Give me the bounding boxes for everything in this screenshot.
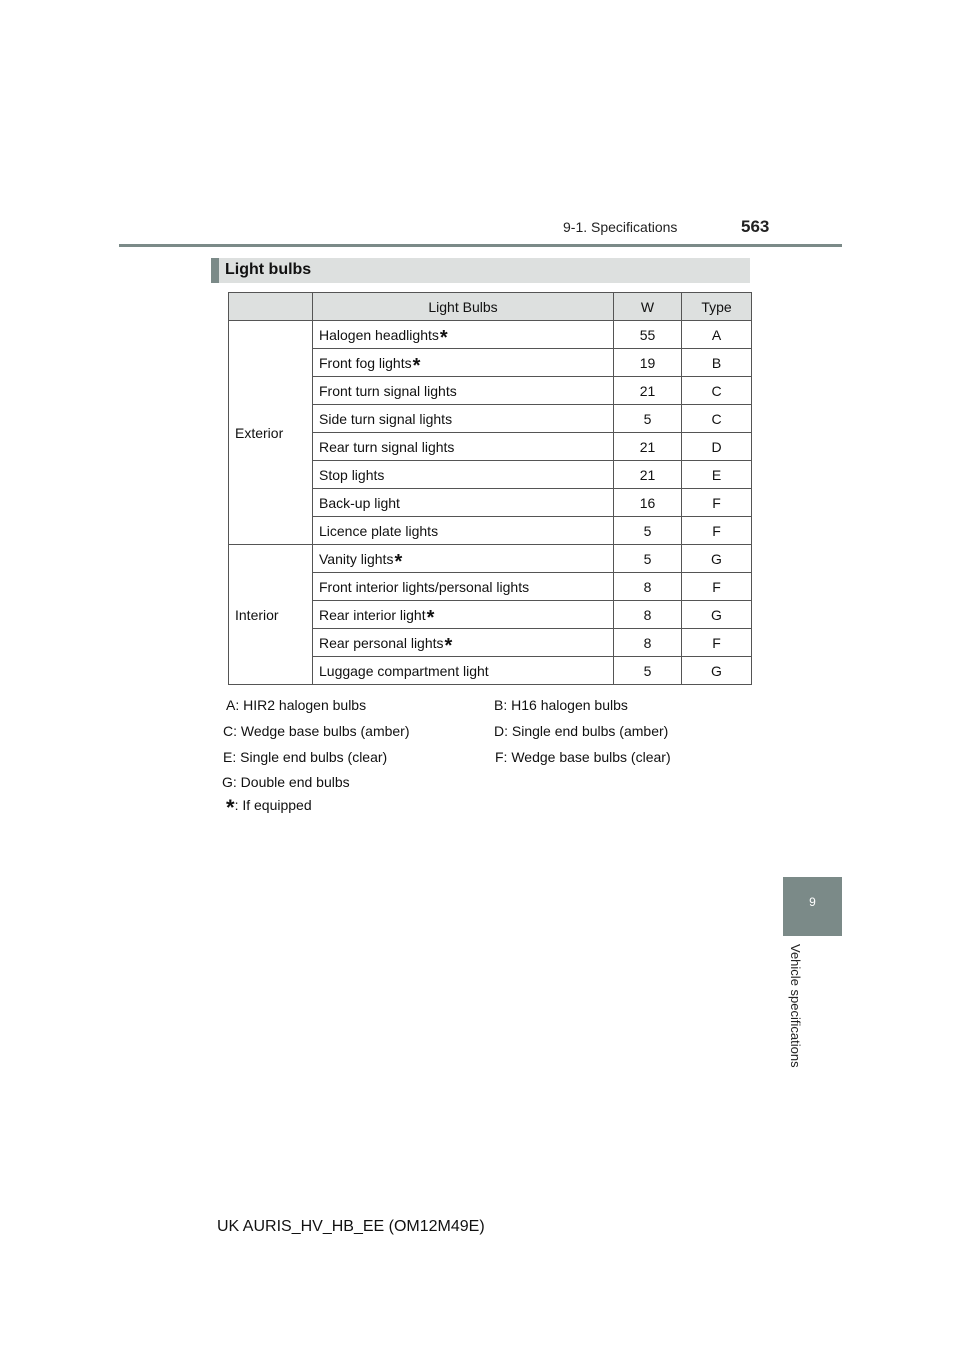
bulb-name-cell bbox=[313, 349, 614, 377]
footnote-text: : If equipped bbox=[234, 797, 312, 813]
group-label: Interior bbox=[229, 545, 313, 685]
heading-title: Light bulbs bbox=[225, 261, 312, 278]
header-empty-cell bbox=[229, 293, 313, 321]
bulb-name-cell bbox=[313, 461, 614, 489]
type-cell: C bbox=[682, 405, 752, 433]
bulb-name: Rear interior light bbox=[319, 606, 426, 623]
wattage-cell: 5 bbox=[614, 657, 682, 685]
asterisk-icon: * bbox=[226, 795, 235, 820]
bulb-name-cell bbox=[313, 545, 614, 573]
asterisk-icon: * bbox=[444, 634, 453, 657]
type-cell: G bbox=[682, 657, 752, 685]
table-header-row bbox=[229, 293, 752, 321]
wattage-cell: 8 bbox=[614, 601, 682, 629]
bulb-name: Front fog lights bbox=[319, 354, 412, 371]
bulb-name-cell bbox=[313, 573, 614, 601]
bulb-name: Licence plate lights bbox=[319, 522, 439, 539]
bulb-name-cell bbox=[313, 601, 614, 629]
type-cell: D bbox=[682, 433, 752, 461]
legend-b: B: H16 halogen bulbs bbox=[494, 697, 628, 713]
type-cell: F bbox=[682, 573, 752, 601]
wattage-cell: 5 bbox=[614, 517, 682, 545]
header-light-bulbs: Light Bulbs bbox=[313, 293, 614, 321]
asterisk-icon: * bbox=[426, 606, 435, 629]
group-label: Exterior bbox=[229, 321, 313, 545]
wattage-cell: 16 bbox=[614, 489, 682, 517]
type-cell: A bbox=[682, 321, 752, 349]
bulb-name: Rear turn signal lights bbox=[319, 438, 455, 455]
type-cell: G bbox=[682, 601, 752, 629]
bulb-name-cell bbox=[313, 377, 614, 405]
wattage-cell: 21 bbox=[614, 461, 682, 489]
table-row bbox=[229, 545, 752, 573]
asterisk-icon: * bbox=[394, 550, 403, 573]
bulb-name-cell bbox=[313, 657, 614, 685]
bulb-name: Front interior lights/personal lights bbox=[319, 578, 530, 595]
bulb-name: Vanity lights bbox=[319, 550, 394, 567]
wattage-cell: 5 bbox=[614, 545, 682, 573]
type-cell: C bbox=[682, 377, 752, 405]
type-cell: E bbox=[682, 461, 752, 489]
bulb-name-cell bbox=[313, 321, 614, 349]
light-bulbs-table bbox=[228, 292, 752, 685]
type-cell: F bbox=[682, 517, 752, 545]
bulb-name: Stop lights bbox=[319, 466, 385, 483]
bulb-name-cell bbox=[313, 517, 614, 545]
header-watt: W bbox=[614, 293, 682, 321]
chapter-tab bbox=[783, 877, 842, 936]
bulb-name: Luggage compartment light bbox=[319, 662, 489, 679]
wattage-cell: 55 bbox=[614, 321, 682, 349]
bulb-name-cell bbox=[313, 405, 614, 433]
heading-bar bbox=[211, 258, 750, 283]
bulb-name: Front turn signal lights bbox=[319, 382, 457, 399]
bulb-name: Halogen headlights bbox=[319, 326, 439, 343]
table-row bbox=[229, 321, 752, 349]
section-title: 9-1. Specifications bbox=[563, 219, 678, 235]
wattage-cell: 5 bbox=[614, 405, 682, 433]
asterisk-icon: * bbox=[412, 354, 421, 377]
wattage-cell: 19 bbox=[614, 349, 682, 377]
footnote bbox=[226, 795, 312, 820]
page-number: 563 bbox=[741, 217, 770, 236]
bulb-name: Rear personal lights bbox=[319, 634, 444, 651]
bulb-name: Side turn signal lights bbox=[319, 410, 453, 427]
asterisk-icon: * bbox=[439, 326, 448, 349]
bulb-name-cell bbox=[313, 629, 614, 657]
bulb-name-cell bbox=[313, 489, 614, 517]
bulb-name-cell bbox=[313, 433, 614, 461]
legend-g: G: Double end bulbs bbox=[222, 774, 350, 790]
document-footer: UK AURIS_HV_HB_EE (OM12M49E) bbox=[217, 1218, 485, 1235]
type-cell: G bbox=[682, 545, 752, 573]
legend-f: F: Wedge base bulbs (clear) bbox=[495, 749, 671, 765]
wattage-cell: 8 bbox=[614, 573, 682, 601]
legend-d: D: Single end bulbs (amber) bbox=[494, 723, 669, 739]
wattage-cell: 8 bbox=[614, 629, 682, 657]
wattage-cell: 21 bbox=[614, 377, 682, 405]
legend-c: C: Wedge base bulbs (amber) bbox=[223, 723, 410, 739]
type-cell: F bbox=[682, 489, 752, 517]
header-rule bbox=[119, 244, 842, 247]
type-cell: F bbox=[682, 629, 752, 657]
legend-a: A: HIR2 halogen bulbs bbox=[226, 697, 367, 713]
wattage-cell: 21 bbox=[614, 433, 682, 461]
legend-e: E: Single end bulbs (clear) bbox=[223, 749, 388, 765]
bulb-name: Back-up light bbox=[319, 494, 400, 511]
header-type: Type bbox=[682, 293, 752, 321]
chapter-label: Vehicle specifications bbox=[788, 944, 803, 1068]
chapter-number: 9 bbox=[809, 895, 816, 909]
type-cell: B bbox=[682, 349, 752, 377]
